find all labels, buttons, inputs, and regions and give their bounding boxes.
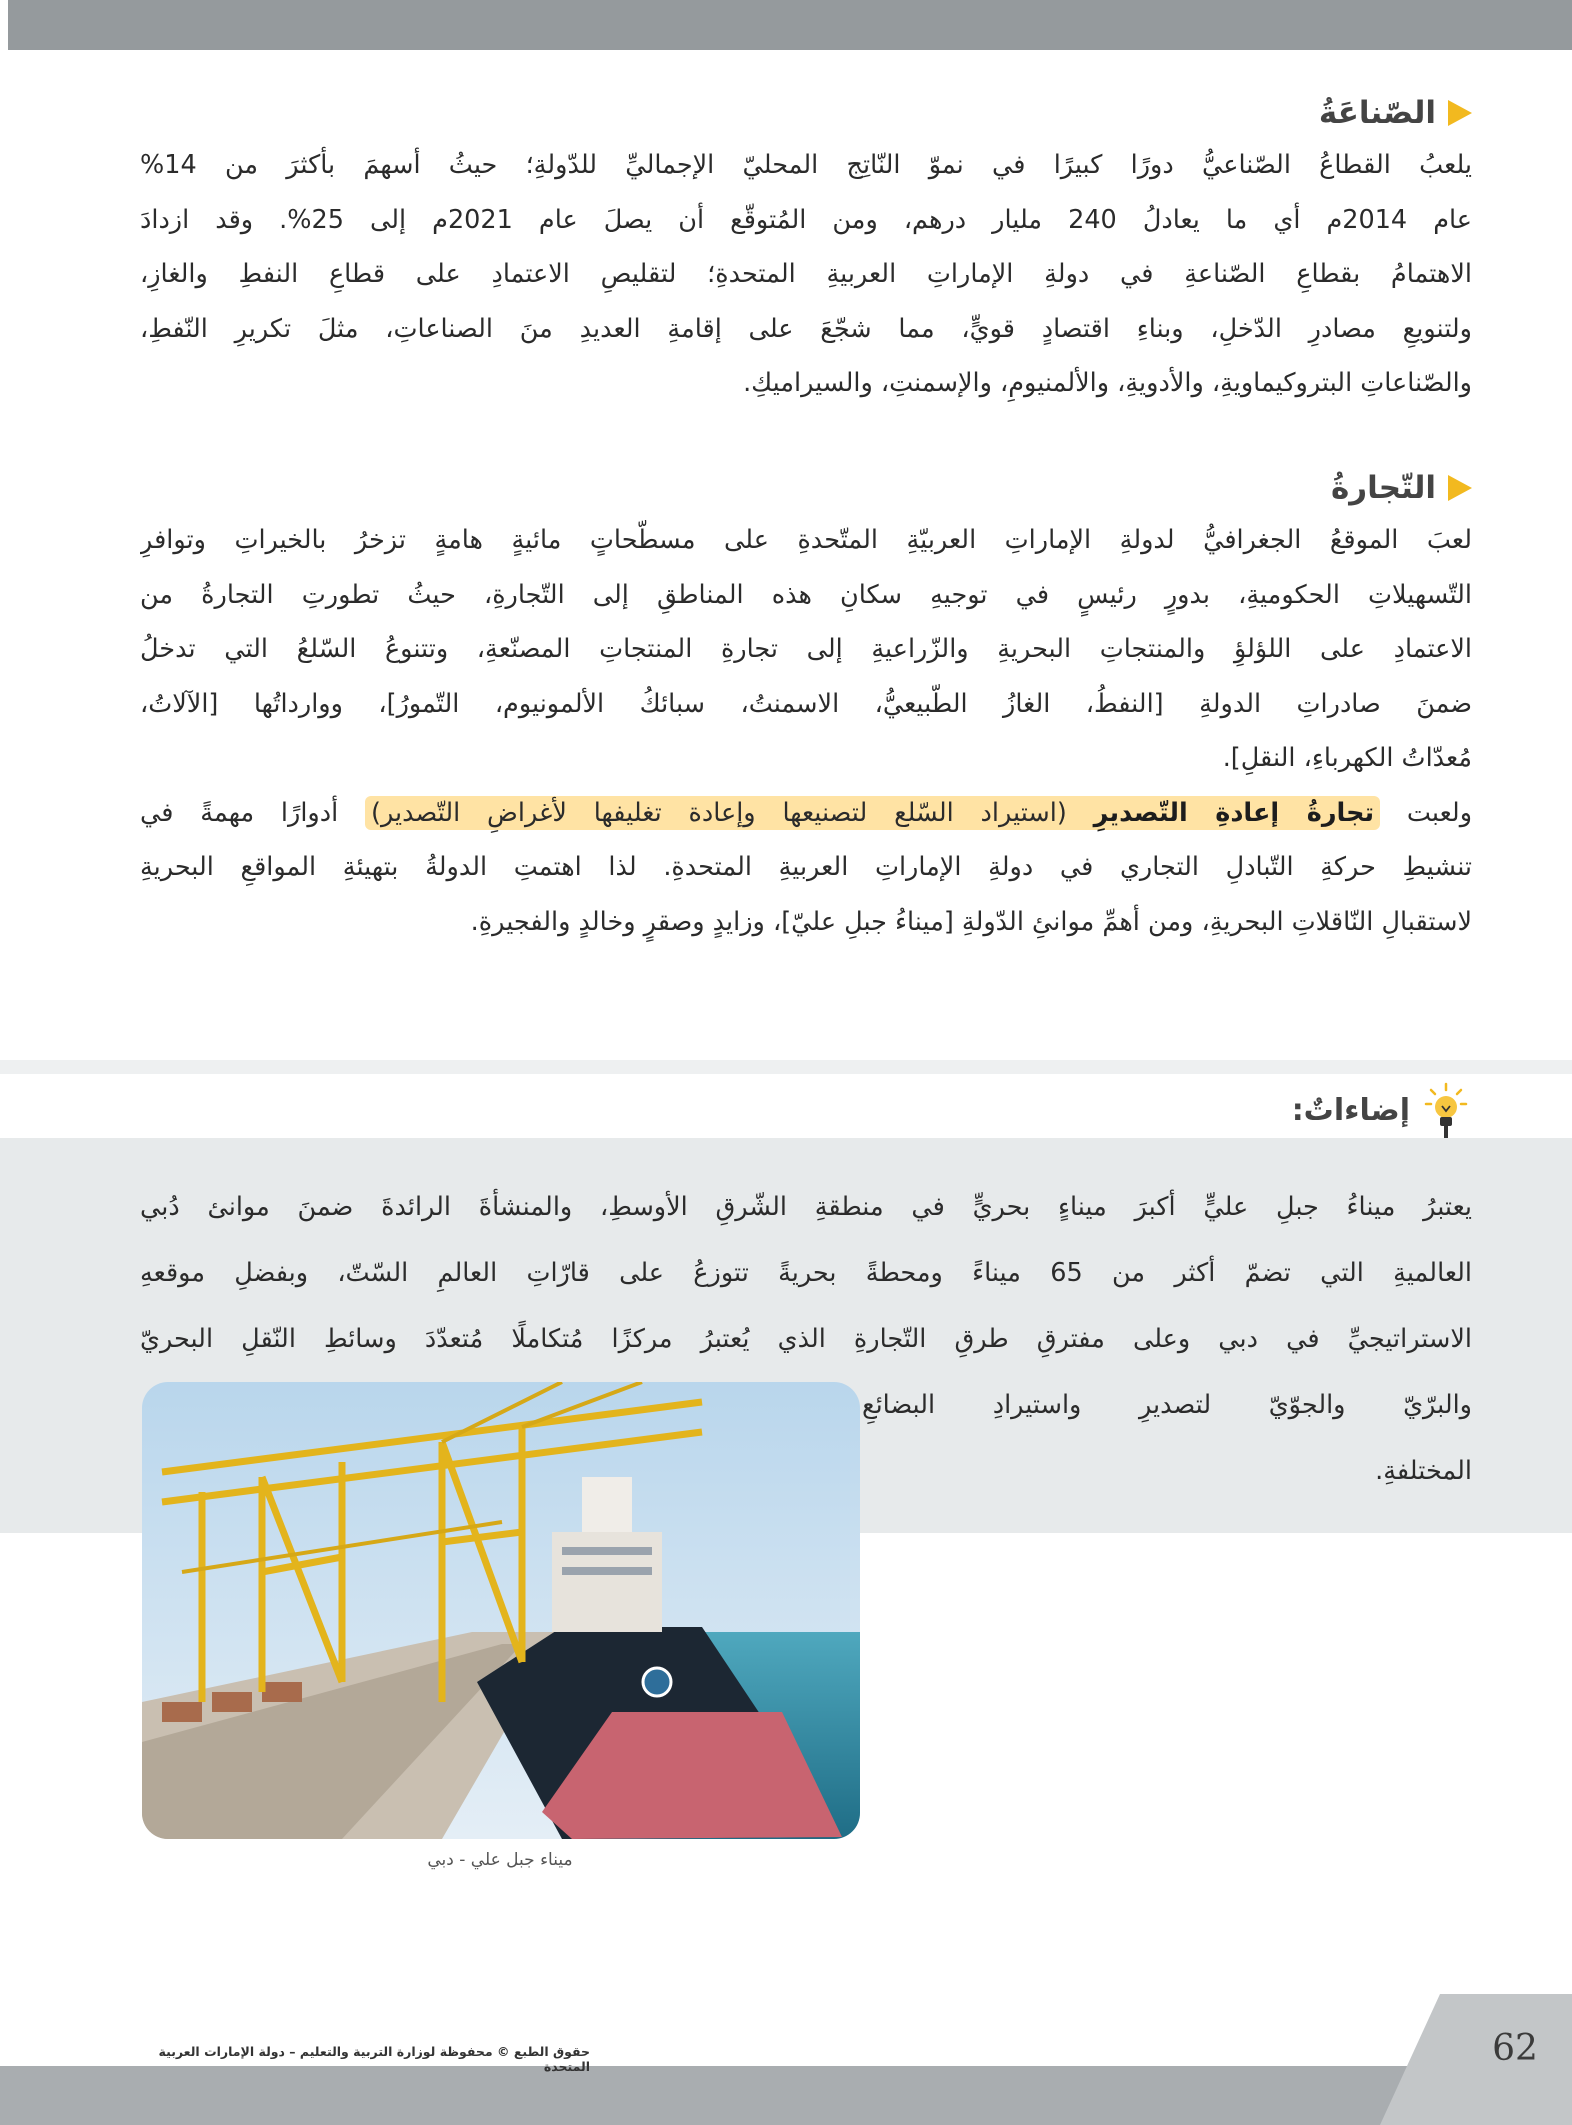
reexport-prefix: ولعبت: [1406, 797, 1472, 828]
tip-line: العالميةِ التي تضمّ أكثر من 65 ميناءً ومحطةً بحريةً تتوزعُ على قارّاتِ العالمِ السّتّ، وبفضلِ موقعهِ: [140, 1258, 1472, 1288]
top-bar: [8, 0, 1572, 50]
paragraph-line: لعبَ الموقعُ الجغرافيُّ لدولةِ الإماراتِ العربيّةِ المتّحدةِ على مسطّحاتٍ مائيةٍ هامةٍ تزخرُ بالخيراتِ وتوافرِ: [140, 525, 1472, 555]
paragraph-line: مُعدّاتُ الكهرباءِ، النقلِ].: [1222, 743, 1472, 773]
paragraph-line: يلعبُ القطاعُ الصّناعيُّ دورًا كبيرًا في نموّ النّاتِج المحليّ الإجماليِّ للدّولةِ؛ حيثُ أسهمَ بأكثرَ من 14%: [140, 150, 1472, 180]
tip-line: والبرّيّ والجوّيّ لتصديرِ واستيرادِ البضائعِ: [862, 1390, 1472, 1420]
paragraph-line: ولتنويعِ مصادرِ الدّخلِ، وبناءِ اقتصادٍ قويٍّ، مما شجّعَ على إقامةِ العديدِ منَ الصناعاتِ، مثلَ تكريرِ النّفطِ،: [140, 313, 1472, 344]
paragraph-line: الاعتمادِ على اللؤلؤِ والمنتجاتِ البحريةِ والزّراعيةِ إلى تجارةِ المنتجاتِ المصنّعةِ، وتتنوعُ السّلعُ التي تدخلُ: [140, 634, 1472, 664]
trade-heading-text: التّجارةُ: [1330, 470, 1436, 506]
trade-heading: [140, 465, 1472, 511]
tip-title: إضاءاتٌ:: [1291, 1093, 1410, 1128]
paragraph-line: تنشيطِ حركةِ التّبادلِ التجاري في دولةِ الإماراتِ العربيةِ المتحدةِ. لذا اهتمتِ الدولةُ بتهيئةِ المواقعِ البحريةِ: [140, 852, 1472, 882]
highlighted-term: [365, 796, 1380, 830]
industry-section: [140, 90, 1472, 411]
paragraph-line: عام 2014م أي ما يعادلُ 240 مليار درهم، ومن المُتوقّع أن يصلَ عام 2021م إلى 25%. وقد ازدادَ: [140, 204, 1472, 235]
industry-paragraph: [140, 138, 1472, 411]
reexport-definition: (استيراد السّلع لتصنيعها وإعادة تغليفها لأغراضِ التّصدير): [371, 797, 1067, 828]
paragraph-line: والصّناعاتِ البتروكيماويةِ، والأدويةِ، والألمنيومِ، والإسمنتِ، والسيراميكِ.: [743, 368, 1472, 398]
industry-heading: [140, 90, 1472, 136]
page-number: 62: [1492, 2028, 1538, 2069]
tip-line: الاستراتيجيِّ في دبي وعلى مفترقِ طرقِ التّجارةِ الذي يُعتبرُ مركزًا مُتكاملًا مُتعدّدَ وسائطِ النّقلِ البحريّ: [140, 1324, 1472, 1354]
reexport-term: تجارةُ إعادةِ التّصديرِ: [1093, 797, 1375, 828]
industry-heading-text: الصّناعَةُ: [1318, 95, 1436, 131]
footer-bar: [0, 2066, 1572, 2125]
port-photo: [142, 1382, 860, 1839]
section-divider: [0, 1060, 1572, 1074]
copyright-notice: حقوق الطبع © محفوظة لوزارة التربية والتعليم – دولة الإمارات العربية المتحدة: [158, 2044, 590, 2074]
photo-caption: ميناء جبل علي - دبي: [427, 1850, 573, 1870]
paragraph-line: الاهتمامُ بقطاعِ الصّناعةِ في دولةِ الإماراتِ العربيةِ المتحدةِ؛ لتقليصِ الاعتمادِ على قطاعِ النفطِ والغازِ،: [140, 259, 1472, 289]
triangle-bullet-icon: [1448, 100, 1472, 126]
paragraph-line: ضمنَ صادراتِ الدولةِ [النفطُ، الغازُ الطّبيعيُّ، الاسمنتُ، سبائكُ الألمونيوم، التّمورُ]، ووارداتُها [الآلاتُ،: [140, 688, 1472, 719]
reexport-line: [140, 786, 1472, 841]
trade-paragraph: [140, 513, 1472, 949]
lightbulb-icon: [1424, 1082, 1468, 1144]
paragraph-line: التّسهيلاتِ الحكوميةِ، بدورٍ رئيسٍ في توجيهِ سكانِ هذه المناطقِ إلى التّجارةِ، حيثُ تطورتِ التجارةُ من: [140, 579, 1472, 610]
paragraph-line: لاستقبالِ النّاقلاتِ البحريةِ، ومن أهمِّ موانئِ الدّولةِ [ميناءُ جبلِ عليّ]، وزايدٍ وصقرٍ وخالدٍ والفجيرةِ.: [470, 906, 1472, 937]
trade-section: [140, 465, 1472, 949]
tip-line: يعتبرُ ميناءُ جبلِ عليٍّ أكبرَ ميناءٍ بحريٍّ في منطقةِ الشّرقِ الأوسطِ، والمنشأةَ الرائدةَ ضمنَ موانئ دُبي: [140, 1192, 1472, 1222]
triangle-bullet-icon: [1448, 475, 1472, 501]
reexport-suffix: أدوارًا مهمةً في: [140, 797, 339, 828]
tip-line: المختلفةِ.: [1375, 1456, 1472, 1486]
